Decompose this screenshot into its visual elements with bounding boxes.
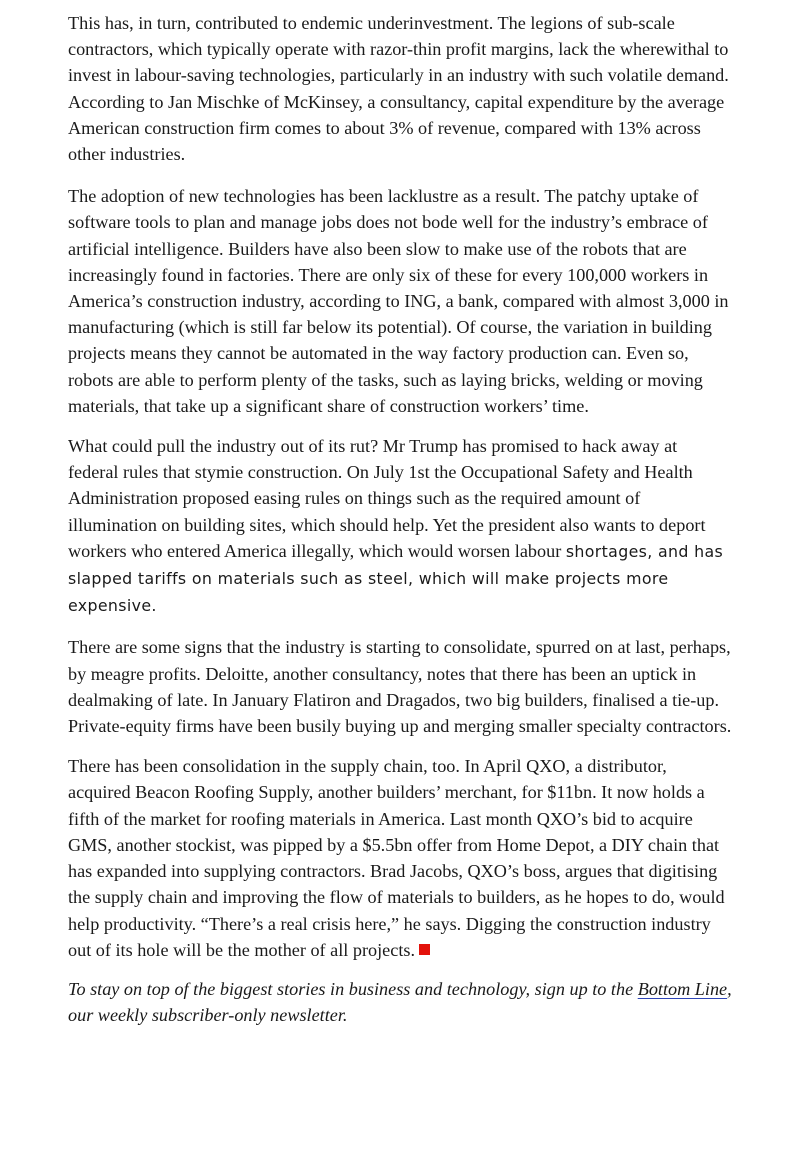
paragraph-supply-chain [68, 753, 732, 963]
paragraph-underinvestment: This has, in turn, contributed to endemic underinvestment. The legions of sub-scale contractors, which typically operate with razor-thin profit margins, lack the wherewithal to invest in labour-saving technologies, particularly in an industry with such volatile demand. According to Jan Mischke of McKinsey, a consultancy, capital expenditure by the average American construction firm comes to about 3% of revenue, compared with 13% across other industries. [68, 13, 729, 165]
paragraph-consolidation: There are some signs that the industry is starting to consolidate, spurred on at last, perhaps, by meagre profits. Deloitte, another consultancy, notes that there has been an uptick in dealmaking of late. In January Flatiron and Dragados, two big builders, finalised a tie-up. Private-equity firms have been busily buying up and merging smaller specialty contractors. [68, 637, 732, 737]
newsletter-promo [68, 976, 732, 1028]
paragraph-policy-main: What could pull the industry out of its rut? Mr Trump has promised to hack away at federal rules that stymie construction. On July 1st the Occupational Safety and Health Administration proposed easing rules on things such as the required amount of illumination on building sites, which should help. Yet the president also wants to deport workers who entered America illegally, which would worsen labour [68, 436, 706, 561]
newsletter-promo-tail: , our weekly subscriber-only newsletter. [68, 978, 732, 1026]
paragraph-supply-chain-text: There has been consolidation in the supply chain, too. In April QXO, a distributor, acquired Beacon Roofing Supply, another builders’ merchant, for $11bn. It now holds a fifth of the market for roofing materials in America. Last month QXO’s bid to acquire GMS, another stockist, was pipped by a $5.5bn offer from Home Depot, a DIY chain that has expanded into supplying contractors. Brad Jacobs, QXO’s boss, argues that digitising the supply chain and improving the flow of materials to builders, as he hopes to do, would help productivity. “There’s a real crisis here,” he says. Digging the construction industry out of its hole will be the mother of all projects. [68, 756, 725, 960]
paragraph-policy [68, 433, 732, 619]
bottom-line-newsletter-link[interactable]: Bottom Line [637, 978, 728, 999]
paragraph-policy-tail: shortages, and has slapped tariffs on materials such as steel, which will make projects more expensive. [68, 541, 724, 616]
article-body [68, 10, 732, 1028]
article-end-mark [419, 944, 430, 955]
newsletter-promo-lead: To stay on top of the biggest stories in business and technology, sign up to the [68, 978, 638, 999]
paragraph-technology-adoption: The adoption of new technologies has been lacklustre as a result. The patchy uptake of software tools to plan and manage jobs does not bode well for the industry’s embrace of artificial intelligence. Builders have also been slow to make use of the robots that are increasingly found in factories. There are only six of these for every 100,000 workers in America’s construction industry, according to ING, a bank, compared with almost 3,000 in manufacturing (which is still far below its potential). Of course, the variation in building projects means they cannot be automated in the way factory production can. Even so, robots are able to perform plenty of the tasks, such as laying bricks, welding or moving materials, that take up a significant share of construction workers’ time. [68, 186, 729, 416]
